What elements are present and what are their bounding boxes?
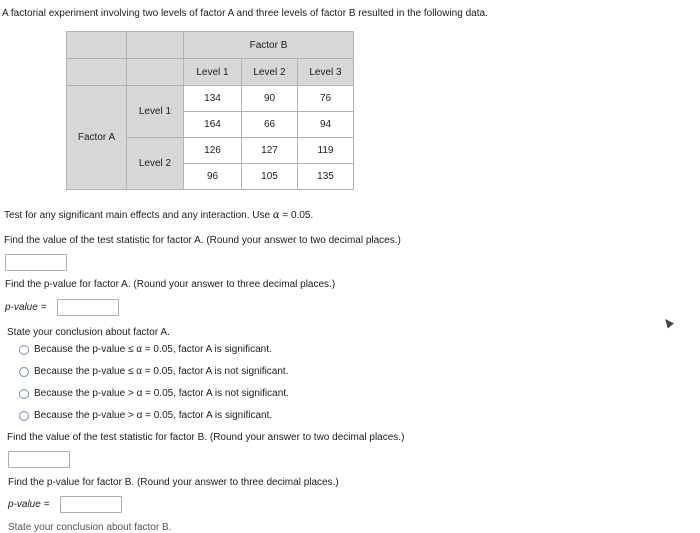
pvalue-a-input[interactable]: [57, 299, 119, 316]
question-pvalue-a: Find the p-value for factor A. (Round your answer to three decimal places.): [5, 279, 336, 290]
row-header-level-1: Level 1: [127, 86, 184, 138]
col-header-level-3: Level 3: [298, 59, 354, 86]
option-label-4[interactable]: Because the p-value > α = 0.05, factor A is significant.: [34, 410, 273, 421]
question-stat-b: Find the value of the test statistic for factor B. (Round your answer to two decimal places.): [7, 432, 405, 443]
table-corner: [127, 59, 184, 86]
factor-a-header: Factor A: [67, 86, 127, 190]
data-table: [66, 31, 354, 190]
table-corner: [67, 59, 127, 86]
option-label-2[interactable]: Because the p-value ≤ α = 0.05, factor A is not significant.: [34, 366, 289, 377]
option-radio-4[interactable]: [19, 411, 29, 421]
alpha-symbol: α: [272, 210, 280, 221]
pvalue-b-input[interactable]: [60, 496, 122, 513]
option-radio-3[interactable]: [19, 389, 29, 399]
option-label-3[interactable]: Because the p-value > α = 0.05, factor A is not significant.: [34, 388, 289, 399]
option-radio-1[interactable]: [19, 345, 29, 355]
table-cell: 164: [184, 112, 242, 138]
col-header-level-1: Level 1: [184, 59, 242, 86]
table-cell: 127: [242, 138, 298, 164]
table-corner: [67, 32, 127, 59]
pvalue-a-label: p-value =: [5, 302, 47, 313]
table-cell: 126: [184, 138, 242, 164]
question-pvalue-b: Find the p-value for factor B. (Round your answer to three decimal places.): [8, 477, 339, 488]
table-cell: 66: [242, 112, 298, 138]
question-stat-a: Find the value of the test statistic for factor A. (Round your answer to two decimal places.): [4, 235, 401, 246]
test-instructions-text: Test for any significant main effects and any interaction. Use: [4, 210, 271, 221]
table-cell: 90: [242, 86, 298, 112]
table-cell: 105: [242, 164, 298, 190]
stat-a-input[interactable]: [5, 254, 67, 271]
option-radio-2[interactable]: [19, 367, 29, 377]
conclusion-a-prompt: State your conclusion about factor A.: [7, 327, 170, 338]
table-cell: 119: [298, 138, 354, 164]
stat-b-input[interactable]: [8, 451, 70, 468]
table-cell: 76: [298, 86, 354, 112]
table-cell: 94: [298, 112, 354, 138]
pvalue-b-label: p-value =: [8, 499, 50, 510]
alpha-value: = 0.05.: [282, 210, 314, 221]
table-cell: 135: [298, 164, 354, 190]
table-cell: 134: [184, 86, 242, 112]
mouse-cursor-icon: [662, 316, 674, 328]
col-header-level-2: Level 2: [242, 59, 298, 86]
option-label-1[interactable]: Because the p-value ≤ α = 0.05, factor A is significant.: [34, 344, 272, 355]
table-row: [67, 86, 354, 112]
table-corner: [127, 32, 184, 59]
test-instructions: [4, 210, 313, 221]
factor-b-header: Factor B: [184, 32, 354, 59]
table-cell: 96: [184, 164, 242, 190]
row-header-level-2: Level 2: [127, 138, 184, 190]
conclusion-b-prompt: State your conclusion about factor B.: [8, 522, 172, 533]
problem-intro: A factorial experiment involving two levels of factor A and three levels of factor B resulted in the following data.: [2, 8, 488, 19]
